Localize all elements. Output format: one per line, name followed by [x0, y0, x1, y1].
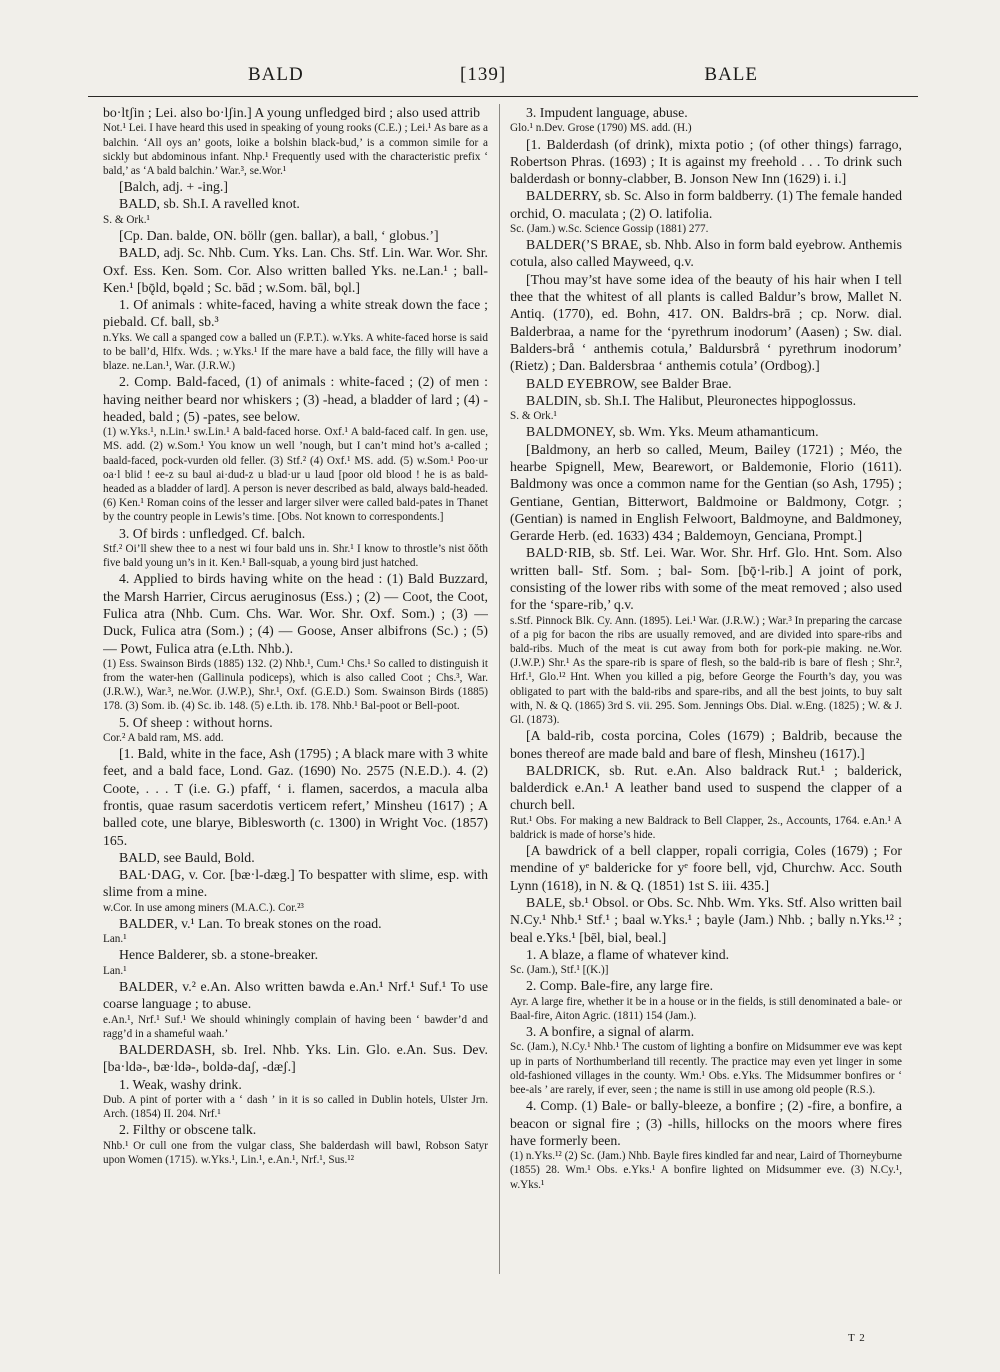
- entry-paragraph: [1. Bald, white in the face, Ash (1795) ; A black mare with 3 white feet, and a bald face, Lond. Gaz. (1690) No. 2575 (N.E.D.). 4. (2) Coote, . . . T (i.e. G.) pfaff, ‘ i. flamen, sacerdos, a macula alba frontis, quae rasum sacerdotis verticem refert,’ Minsheu (1617) ; A balled cote, une blarye, Biblesworth (c. 1300) in Wright Voc. (1857) 165.: [103, 746, 488, 848]
- column-divider: [499, 104, 500, 1274]
- entry-paragraph: [Cp. Dan. balde, ON. böllr (gen. ballar), a ball, ‘ globus.’]: [119, 227, 439, 243]
- entry-paragraph: [A bald-rib, costa porcina, Coles (1679) ; Baldrib, because the bones thereof are made bald and bare of flesh, Minsheu (1617).]: [510, 728, 902, 761]
- citation-paragraph: Sc. (Jam.), N.Cy.¹ Nhb.¹ The custom of lighting a bonfire on Midsummer eve was kept up in parts of Northumberland till recently. The practice may even yet linger in some old-fashioned villages in the county. Wm.¹ Obs. e.Yks. The Midsummer bonfires or ‘ bee-als ’ are rarely, if ever, seen ; the name is still in use among old people (R.S.).: [510, 1041, 902, 1097]
- entry-paragraph: 4. Comp. (1) Bale- or bally-bleeze, a bonfire ; (2) -fire, a bonfire, a beacon or signal fire ; (3) -hills, hillocks on the moors where fires have formerly been.: [510, 1098, 902, 1148]
- citation-paragraph: Lan.¹: [103, 964, 127, 977]
- entry-paragraph: BALDERDASH, sb. Irel. Nhb. Yks. Lin. Glo. e.An. Sus. Dev. [ba·ldə-, bæ·ldə-, boldə-daʃ, -dæʃ.]: [103, 1041, 488, 1075]
- citation-paragraph: S. & Ork.¹: [103, 213, 150, 226]
- entry-paragraph: BALD, sb. Sh.I. A ravelled knot.: [119, 196, 300, 212]
- head-last-word: BALE: [704, 64, 758, 85]
- citation-paragraph: Cor.² A bald ram, MS. add.: [103, 731, 224, 744]
- entry-paragraph: 4. Applied to birds having white on the head : (1) Bald Buzzard, the Marsh Harrier, Circus aeruginosus (Ess.) ; (2) — Coot, the Coot, Fulica atra (Nhb. Cum. Chs. War. Wor. Shr. Oxf. Som.) ; (3) — Duck, Fulica atra (Som.) ; (4) — Goose, Anser albifrons (Sc.) ; (5) — Powt, Fulica atra (e.Lth. Nhb.).: [103, 571, 488, 656]
- entry-paragraph: 3. A bonfire, a signal of alarm.: [526, 1024, 695, 1040]
- entry-paragraph: 3. Impudent language, abuse.: [526, 105, 688, 120]
- entry-paragraph: BALD, adj. Sc. Nhb. Cum. Yks. Lan. Chs. Stf. Lin. War. Wor. Shr. Oxf. Ess. Ken. Som. Cor. Also written balled Yks. ne.Lan.¹ ; ball- Ken.¹ [bǭld, bǫəld ; Sc. bād ; w.Som. bāl, bǫl.]: [103, 245, 488, 295]
- citation-paragraph: Not.¹ Lei. I have heard this used in speaking of young rooks (C.E.) ; Lei.¹ As bare as a balchin. ‘All oys an’ goots, loike a bolshin black-bud,’ is a common simile for a sickly but abdominous infant. Nhp.¹ Frequently used with the characteristic prefix ‘ bald,’ as ‘A bald balchin.’ War.³, se.Wor.¹: [103, 122, 488, 177]
- citation-paragraph: Dub. A pint of porter with a ‘ dash ’ in it is so called in Dublin hotels, Ulster Jrn. Arch. (1854) II. 204. Nrf.¹: [103, 1093, 488, 1121]
- page-number: [139]: [460, 64, 507, 85]
- citation-paragraph: S. & Ork.¹: [510, 410, 557, 423]
- entry-paragraph: BALDER, v.² e.An. Also written bawda e.An.¹ Nrf.¹ Suf.¹ To use coarse language ; to abuse.: [103, 978, 488, 1012]
- citation-paragraph: Stf.² Oi’ll shew thee to a nest wi four bald uns in. Shr.¹ I know to throstle’s nist ŏŏth five bald young un’s in it. Ken.¹ Ball-squab, a young bird just hatched.: [103, 542, 488, 570]
- entry-paragraph: 1. A blaze, a flame of whatever kind.: [526, 946, 730, 962]
- entry-paragraph: BALDMONEY, sb. Wm. Yks. Meum athamanticum.: [526, 424, 819, 440]
- citation-paragraph: (1) w.Yks.¹, n.Lin.¹ sw.Lin.¹ A bald-faced horse. Oxf.¹ A bald-faced calf. In gen. use, MS. add. (2) w.Som.¹ You know un well ’nough, but I can’t mind hot’s a-called ; baald-faced, pock-vurden old feller. (3) Stf.² (4) Oxf.¹ MS. add. (5) w.Som.¹ Poo·ur oa·l blid ! ee-z su baul ai·dud-z u blad·ur u laud [poor old blood ! he is as bald-headed as a bladder of lard]. A person is never described as bald, always bald-headed. (6) Ken.¹ Roman coins of the lesser and larger silver were called bald-pates in Thanet by the country people in Lewis’s time. [Obs. Not known to correspondents.]: [103, 426, 488, 524]
- entry-paragraph: [Thou may’st have some idea of the beauty of his hair when I tell thee that the whitest of all plants is called Baldur’s brow, Mallet N. Antiq. (1770), ed. Bohn, 417. ON. Baldrs-brā ; cp. Norw. dial. Balderbraa, a name for the ‘pyrethrum inodorum’ (Aasen) ; Sw. dial. Balders-brå ‘ anthemis cotula,’ Baldursbrå ‘ pyrethrum inodorum’ (Rietz) ; Dan. Baldersbraa ‘ anthemis cotula’ (Ordbog).]: [510, 271, 902, 374]
- citation-paragraph: Sc. (Jam.) w.Sc. Science Gossip (1881) 277.: [510, 222, 709, 235]
- entry-paragraph: 3. Of birds : unfledged. Cf. balch.: [119, 525, 306, 541]
- entry-paragraph: 5. Of sheep : without horns.: [119, 714, 273, 730]
- citation-paragraph: s.Stf. Pinnock Blk. Cy. Ann. (1895). Lei.¹ War. (J.R.W.) ; War.³ In preparing the carcase of a pig for bacon the ribs are usually removed, and are divided into spare-ribs and bald-ribs. Much of the meat is cut away from both for pork-pie making. ne.Wor. (J.W.P.) Shr.¹ As the spare-rib is spare of flesh, so the bald-rib is bare of flesh ; Shr.², Hrf.¹, Glo.¹² Hnt. When you killed a pig, before George the Fourth’s day, you was obligated to part with the bald-ribs and spare-ribs, and all the best joints, to buy salt with, N. & Q. (1865) 3rd S. vii. 295. Som. Jennings Obs. Dial. w.Eng. (1825) ; W. & J. Gl. (1873).: [510, 614, 902, 727]
- entry-paragraph: BALE, sb.¹ Obsol. or Obs. Sc. Nhb. Wm. Yks. Stf. Also written bail N.Cy.¹ Nhb.¹ Stf.¹ ; baal w.Yks.¹ ; bayle (Jam.) Nhb. ; bally n.Yks.¹² ; beal e.Yks.¹ [bēl, biəl, beəl.]: [510, 895, 902, 945]
- entry-paragraph: BALDERRY, sb. Sc. Also in form baldberry. (1) The female handed orchid, O. maculata ; (2) O. latifolia.: [510, 188, 902, 221]
- entry-paragraph: 1. Weak, washy drink.: [119, 1076, 242, 1092]
- signature-mark: T 2: [848, 1332, 866, 1344]
- entry-paragraph: Hence Balderer, sb. a stone-breaker.: [119, 947, 319, 963]
- entry-paragraph: BALD·RIB, sb. Stf. Lei. War. Wor. Shr. Hrf. Glo. Hnt. Som. Also written ball- Stf. Som. ; bal- Som. [bǭ·l-rib.] A joint of pork, consisting of the lower ribs with some of the meat removed ; also used for the ‘spare-rib,’ q.v.: [510, 545, 902, 613]
- citation-paragraph: Lan.¹: [103, 933, 127, 946]
- citation-paragraph: (1) Ess. Swainson Birds (1885) 132. (2) Nhb.¹, Cum.¹ Chs.¹ So called to distinguish it from the water-hen (Gallinula podiceps), which is also called Coot ; Chs.³, War. (J.R.W.), War.³, ne.Wor. (J.W.P.), Shr.¹, Oxf. (G.E.D.) Som. Swainson Birds (1885) 178. (3) Som. ib. (4) Sc. ib. 148. (5) e.Lth. ib. 178. Nhb.¹ Bal-poot or Bell-poot.: [103, 657, 488, 713]
- head-first-word: BALD: [248, 64, 304, 85]
- left-column: [103, 104, 488, 1344]
- citation-paragraph: Ayr. A large fire, whether it be in a house or in the fields, is still denominated a bale- or Baal-fire, Aiton Agric. (1811) 154 (Jam.).: [510, 995, 902, 1022]
- entry-paragraph: 2. Comp. Bald-faced, (1) of animals : white-faced ; (2) of men : having neither beard nor whiskers ; (3) -head, a bladder of lard ; (4) -headed, bald ; (5) -pates, see below.: [103, 374, 488, 424]
- citation-paragraph: e.An.¹, Nrf.¹ Suf.¹ We should whiningly complain of having been ‘ bawder’d and ragg’d in a shameful waah.’: [103, 1013, 488, 1040]
- entry-paragraph: BAL·DAG, v. Cor. [bæ·l-dæg.] To bespatter with slime, esp. with slime from a mine.: [103, 867, 488, 900]
- right-column: [510, 104, 902, 1344]
- entry-paragraph: 1. Of animals : white-faced, having a white streak down the face ; piebald. Cf. ball, sb.³: [103, 297, 488, 330]
- citation-paragraph: Rut.¹ Obs. For making a new Baldrack to Bell Clapper, 2s., Accounts, 1764. e.An.¹ A baldrick is made of horse’s hide.: [510, 814, 902, 841]
- citation-paragraph: Nhb.¹ Or cull one from the vulgar class, She balderdash will bawl, Robson Satyr upon Women (1715). w.Yks.¹, Lin.¹, e.An.¹, Nrf.¹, Sus.¹²: [103, 1139, 488, 1166]
- citation-paragraph: (1) n.Yks.¹² (2) Sc. (Jam.) Nhb. Bayle fires kindled far and near, Laird of Thorneyburne (1855) 28. Wm.¹ Obs. e.Yks.¹ A bonfire lighted on Midsummer eve. (3) N.Cy.¹, w.Yks.¹: [510, 1150, 902, 1191]
- entry-paragraph: BALDER(’S BRAE, sb. Nhb. Also in form bald eyebrow. Anthemis cotula, also called Mayweed, q.v.: [510, 237, 902, 270]
- entry-paragraph: [A bawdrick of a bell clapper, ropali corrigia, Coles (1679) ; For mendine of yᵉ baldericke for yᵉ foore bell, vjd, Churchw. Acc. South Lynn (1618), in N. & Q. (1851) 1st S. iii. 435.]: [510, 843, 902, 893]
- running-head: [88, 58, 918, 92]
- entry-paragraph: BALDER, v.¹ Lan. To break stones on the road.: [119, 915, 382, 931]
- citation-paragraph: Glo.¹ n.Dev. Grose (1790) MS. add. (H.): [510, 122, 692, 135]
- entry-paragraph: BALDRICK, sb. Rut. e.An. Also baldrack Rut.¹ ; balderick, balderdick e.An.¹ A leather band used to suspend the clapper of a church bell.: [510, 762, 902, 813]
- citation-paragraph: w.Cor. In use among miners (M.A.C.). Cor.²³: [103, 901, 304, 914]
- entry-paragraph: BALDIN, sb. Sh.I. The Halibut, Pleuronectes hippoglossus.: [526, 392, 857, 408]
- entry-paragraph: 2. Filthy or obscene talk.: [119, 1122, 257, 1138]
- entry-paragraph: BALD EYEBROW, see Balder Brae.: [526, 375, 732, 391]
- entry-paragraph: [Balch, adj. + -ing.]: [119, 179, 228, 195]
- entry-paragraph: BALD, see Bauld, Bold.: [119, 849, 255, 865]
- entry-paragraph: 2. Comp. Bale-fire, any large fire.: [526, 978, 714, 994]
- entry-paragraph: bo·ltʃin ; Lei. also bo·lʃin.] A young unfledged bird ; also used attrib: [103, 105, 481, 120]
- citation-paragraph: Sc. (Jam.), Stf.¹ [(K.)]: [510, 964, 609, 977]
- entry-paragraph: [Baldmony, an herb so called, Meum, Bailey (1721) ; Méo, the hearbe Spignell, Mew, Bearewort, or Baldemonie, Florio (1611). Baldmony was once a common name for the Gentian (so Ash, 1795) ; Gentiane, Gentian, Bitterwort, Baldmoine or Baldmony, Cotgr. ; (Gentian) is named in English Felwoort, Baldmoyne, and Baldmoney, Gerarde Herb. (ed. 1633) 434 ; Baldemoyn, Genciana, Prompt.]: [510, 441, 902, 544]
- entry-paragraph: [1. Balderdash (of drink), mixta potio ; (of other things) farrago, Robertson Phras. (1693) ; It is against my freehold . . . To drink such balderdash or bonny-clabber, B. Jonson New Inn (1629) i. i.]: [510, 136, 902, 187]
- citation-paragraph: n.Yks. We call a spanged cow a balled un (F.P.T.). w.Yks. A white-faced horse is said to be ball’d, Hlfx. Wds. ; w.Yks.¹ If the mare have a bald face, the filly will have a blaze. ne.Lan.¹, War. (J.R.W.): [103, 331, 488, 373]
- header-rule: [88, 96, 918, 97]
